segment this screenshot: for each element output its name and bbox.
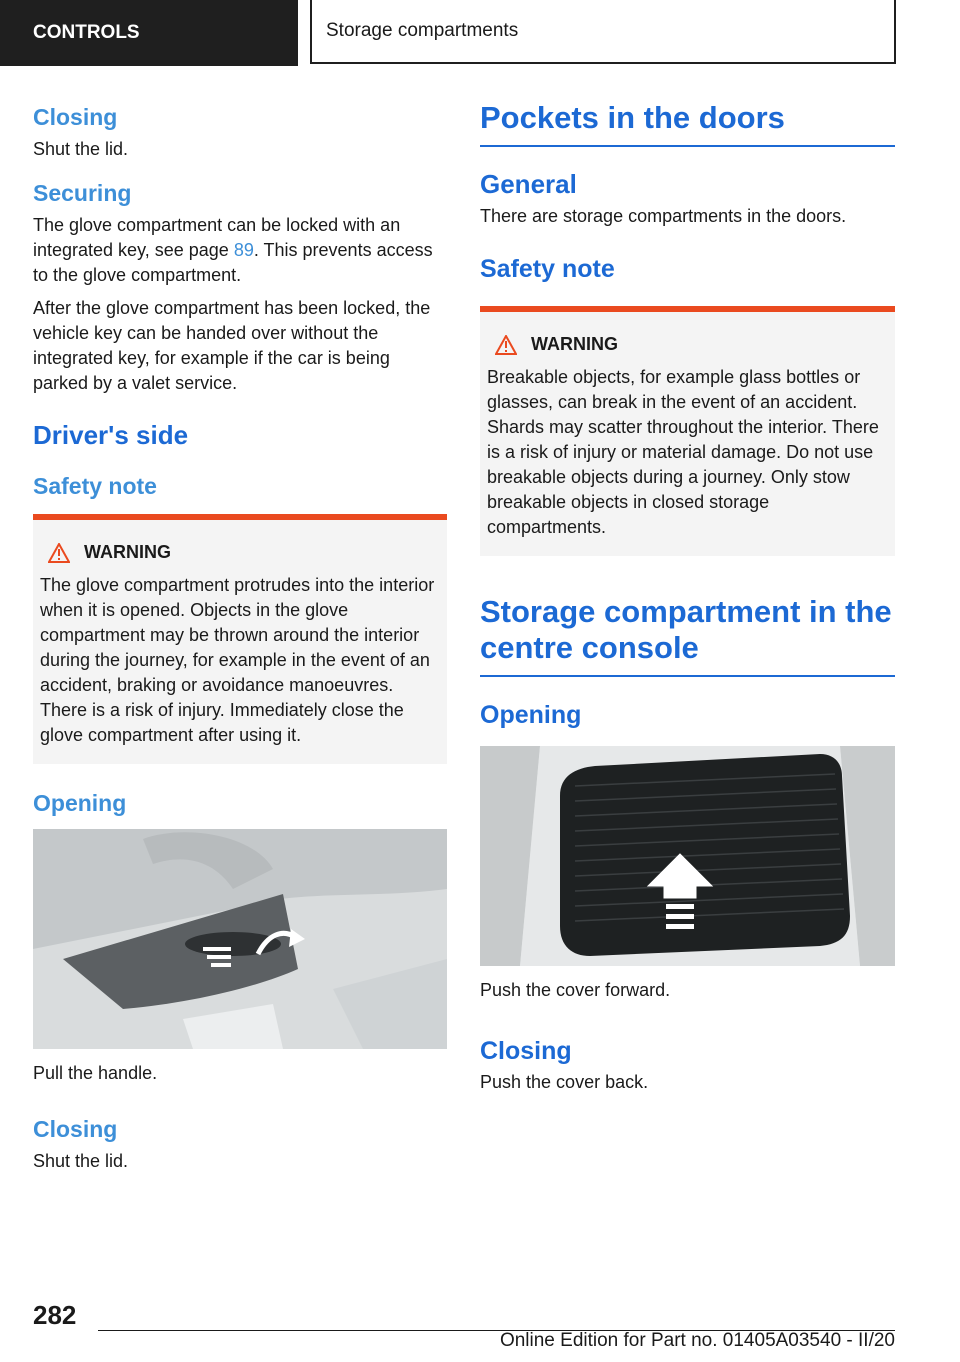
general-text: There are storage compartments in the doors. bbox=[480, 206, 847, 226]
warning-triangle-icon bbox=[495, 335, 517, 355]
closing-heading-2: Closing bbox=[33, 1116, 118, 1142]
glove-compartment-illustration bbox=[33, 829, 447, 1049]
drivers-side-heading: Driver's side bbox=[33, 420, 189, 450]
warning-box-right bbox=[480, 306, 895, 556]
safety-note-heading-right: Safety note bbox=[480, 255, 615, 283]
chapter-title: Storage compartments bbox=[310, 0, 896, 64]
warning-triangle-icon bbox=[48, 543, 70, 563]
opening-heading-right: Opening bbox=[480, 701, 582, 729]
opening-heading: Opening bbox=[33, 790, 127, 816]
pockets-title: Pockets in the doors bbox=[480, 100, 895, 147]
closing-heading: Closing bbox=[33, 104, 118, 130]
page-number: 282 bbox=[33, 1300, 77, 1330]
securing-paragraph bbox=[33, 213, 447, 288]
closing-text: Shut the lid. bbox=[33, 139, 129, 159]
closing-text-right: Push the cover back. bbox=[480, 1072, 649, 1092]
warning-title bbox=[40, 542, 439, 563]
general-heading: General bbox=[480, 169, 577, 199]
securing-text-2: . This prevents access to the glove compartment. bbox=[33, 240, 433, 285]
safety-note-heading: Safety note bbox=[33, 473, 157, 499]
warning-label-right: WARNING bbox=[531, 334, 618, 354]
centre-console-illustration bbox=[480, 746, 895, 966]
edition-note: Online Edition for Part no. 01405A03540 - II/20 bbox=[499, 1330, 895, 1351]
closing-heading-right: Closing bbox=[480, 1037, 572, 1065]
warning-label: WARNING bbox=[84, 542, 171, 562]
page-link[interactable]: 89 bbox=[233, 240, 254, 260]
securing-paragraph-2: After the glove compartment has been locked, the vehicle key can be handed over without the integrated key, for example if the car is being parked by a valet service. bbox=[33, 298, 431, 393]
section-tab: CONTROLS bbox=[0, 0, 298, 66]
opening-caption-right: Push the cover forward. bbox=[480, 980, 671, 1000]
warning-text-right: Breakable objects, for example glass bottles or glasses, can break in the event of an accident. Shards may scatter throughout the interior. There is a risk of injury or material damage. Do not use breakable objects during a journey. Only stow breakable objects in closed storage compartments. bbox=[487, 367, 879, 537]
closing-text-2: Shut the lid. bbox=[33, 1151, 129, 1171]
right-column bbox=[480, 100, 895, 1095]
warning-title-right bbox=[487, 334, 887, 355]
warning-box bbox=[33, 514, 447, 764]
warning-text: The glove compartment protrudes into the interior when it is opened. Objects in the glove compartment may be thrown around the interior during the journey, for example in the event of an accident, braking or avoidance manoeuvres. There is a risk of injury. Immediately close the glove compartment after using it. bbox=[40, 575, 435, 745]
centre-console-title: Storage compartment in the centre console bbox=[480, 594, 895, 677]
page-footer bbox=[0, 1290, 960, 1362]
page-header bbox=[0, 0, 960, 66]
securing-heading: Securing bbox=[33, 180, 132, 206]
left-column bbox=[33, 100, 447, 1174]
opening-caption: Pull the handle. bbox=[33, 1063, 158, 1083]
securing-text-1: The glove compartment can be locked with an integrated key, see page bbox=[33, 215, 401, 260]
